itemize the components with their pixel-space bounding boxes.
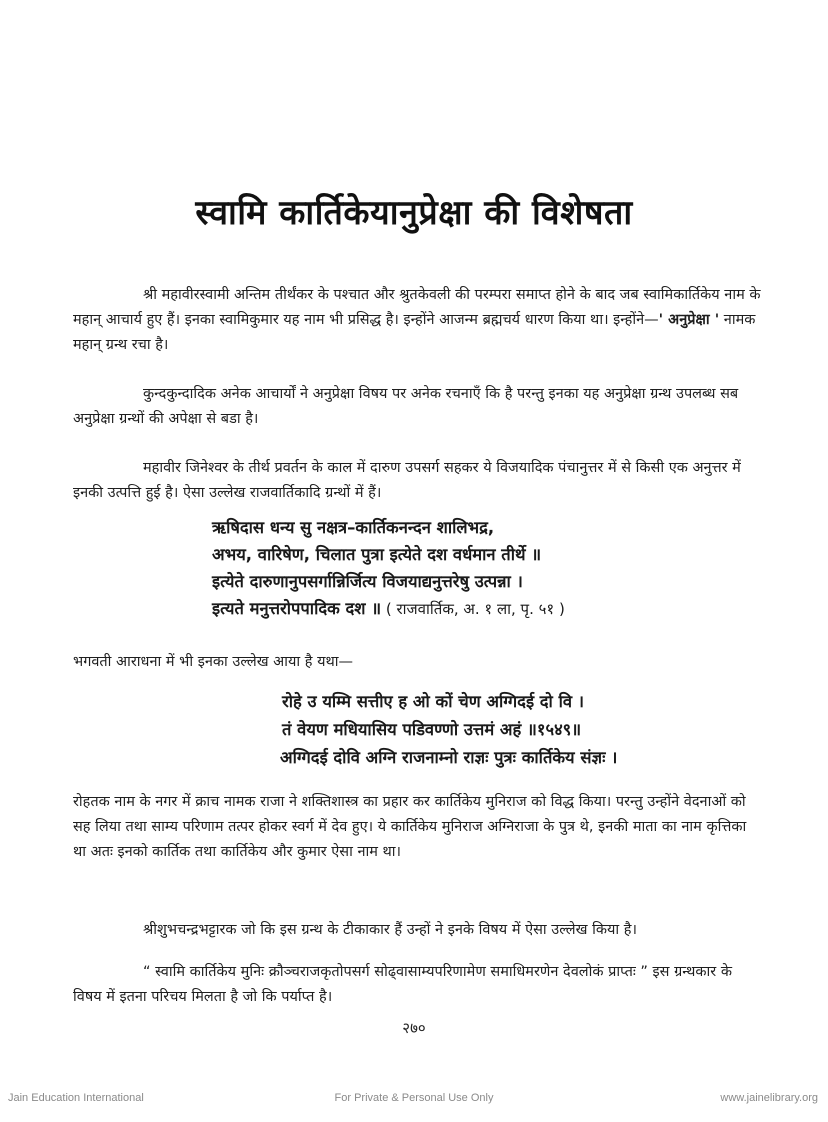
verse-rajavartika	[212, 514, 682, 623]
verse-line: रोहे उ यम्मि सत्तीए ह ओ कों चेण अग्गिदई दो वि ।	[282, 692, 585, 711]
footer-website-link[interactable]: www.jainelibrary.org	[720, 1092, 818, 1104]
page-number: २७०	[402, 1019, 426, 1037]
paragraph-intro	[73, 283, 763, 358]
page-title: स्वामि कार्तिकेयानुप्रेक्षा की विशेषता	[195, 193, 633, 233]
verse-line: ऋषिदास धन्य सु नक्षत्र–कार्तिकनन्दन शालिभद्र,	[212, 518, 495, 537]
paragraph-mahavira: महावीर जिनेश्वर के तीर्थ प्रवर्तन के काल में दारुण उपसर्ग सहकर ये विजयादिक पंचानुत्तर में से किसी एक अनुत्तर में इनकी उत्पत्ति हुई है। ऐसा उल्लेख राजवार्तिकादि ग्रन्थों में हैं।	[73, 460, 741, 501]
footer-publisher: Jain Education International	[8, 1092, 144, 1104]
verse-line: अभय, वारिषेण, चिलात पुत्रा इत्येते दश वर्धमान तीर्थे ॥	[212, 545, 542, 564]
verse-line: अग्गिदई दोवि अग्नि राजनाम्नो राज्ञः पुत्रः कार्तिकेय संज्ञः ।	[280, 748, 618, 767]
verse-line: तं वेयण मधियासिय पडिवण्णो उत्तमं अहं ॥१५४९॥	[282, 720, 582, 739]
verse-line: इत्यते मनुत्तरोपपादिक दश ॥	[212, 599, 382, 618]
verse-bhagavati-aradhana	[282, 688, 702, 772]
paragraph-bhagavati: भगवती आराधना में भी इनका उल्लेख आया है यथा—	[73, 654, 354, 670]
paragraph-text: नामक महान् ग्रन्थ रचा है।	[73, 312, 756, 353]
paragraph-text: श्री महावीरस्वामी अन्तिम तीर्थंकर के पश्चात और श्रुतकेवली की परम्परा समाप्त होने के बाद जब स्वामिकार्तिकेय नाम के महान् आचार्य हुए हैं। इनका स्वामिकुमार यह नाम भी प्रसिद्ध है। इन्होंने आजन्म ब्रह्मचर्य धारण किया था। इन्होंने—	[73, 287, 761, 328]
paragraph-kundkunda: कुन्दकुन्दादिक अनेक आचार्यों ने अनुप्रेक्षा विषय पर अनेक रचनाएँ कि है परन्तु इनका यह अनुप्रेक्षा ग्रन्थ उपलब्ध सब अनुप्रेक्षा ग्रन्थों की अपेक्षा से बडा है।	[73, 386, 739, 427]
verse-reference: ( राजवार्तिक, अ. १ ला, पृ. ५१ )	[381, 600, 565, 618]
paragraph-rohtak: रोहतक नाम के नगर में क्राच नामक राजा ने शक्तिशास्त्र का प्रहार कर कार्तिकेय मुनिराज को विद्ध किया। परन्तु उन्होंने वेदनाओं को सह लिया तथा साम्य परिणाम तत्पर होकर स्वर्ग में देव हुए। ये कार्तिकेय मुनिराज अग्निराजा के पुत्र थे, इनकी माता का नाम कृत्तिका था अतः इनको कार्तिक तथा कार्तिकेय और कुमार ऐसा नाम था।	[73, 794, 747, 860]
paragraph-shubhachandra: श्रीशुभचन्द्रभट्टारक जो कि इस ग्रन्थ के टीकाकार हैं उन्हों ने इनके विषय में ऐसा उल्लेख किया है।	[143, 922, 637, 938]
verse-line: इत्येते दारुणानुपसर्गान्निर्जित्य विजयाद्यनुत्तरेषु उत्पन्ना ।	[212, 572, 523, 591]
paragraph-quote: “ स्वामि कार्तिकेय मुनिः क्रौञ्चराजकृतोपसर्ग सोढ्वासाम्यपरिणामेण समाधिमरणेन देवलोकं प्राप्तः ” इस ग्रन्थकार के विषय में इतना परिचय मिलता है जो कि पर्याप्त है।	[73, 964, 732, 1005]
highlight-anupreksha: ' अनुप्रेक्षा '	[658, 312, 720, 328]
footer-usage-note: For Private & Personal Use Only	[334, 1092, 494, 1104]
